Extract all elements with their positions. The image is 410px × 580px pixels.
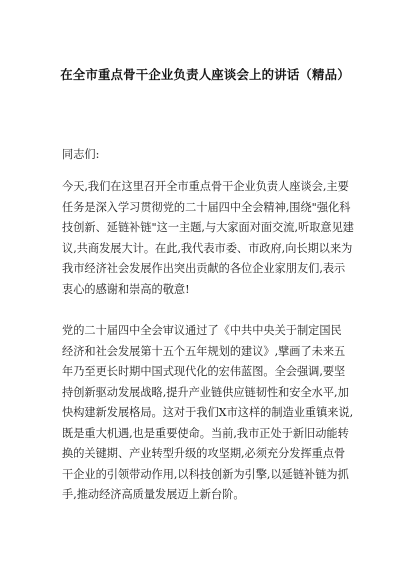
paragraph-line: 今天,我们在这里召开全市重点骨干企业负责人座谈会,主要	[62, 180, 349, 193]
paragraph-line: 年乃至更长时期中国式现代化的宏伟蓝图。全会强调,要坚	[62, 365, 346, 378]
paragraph-line: 换的关键期、产业转型升级的攻坚期,必须充分发挥重点骨	[62, 447, 346, 460]
paragraph-line: 持创新驱动发展战略,提升产业链供应链韧性和安全水平,加	[62, 385, 349, 399]
paragraph-line: 我市经济社会发展作出突出贡献的各位企业家朋友们,表示	[62, 262, 346, 275]
paragraph-line: 干企业的引领带动作用,以科技创新为引擎,以延链补链为抓	[62, 467, 349, 481]
paragraph-line: 党的二十届四中全会审议通过了《中共中央关于制定国民	[62, 324, 342, 337]
paragraph-line: 衷心的感谢和崇高的敬意!	[62, 282, 190, 296]
paragraph-line: 议,共商发展大计。在此,我代表市委、市政府,向长期以来为	[62, 241, 353, 255]
paragraph-line: 经济和社会发展第十五个五年规划的建议》,擘画了未来五	[62, 344, 346, 358]
paragraph-line: 快构建新发展格局。这对于我们X市这样的制造业重镇来说,	[62, 406, 354, 419]
paragraph-line: 既是重大机遇,也是重要使命。当前,我市正处于新旧动能转	[62, 426, 349, 440]
paragraph-1	[62, 177, 362, 300]
paragraph-line: 技创新、延链补链"这一主题,与大家面对面交流,听取意见建	[62, 221, 354, 234]
paragraph-2	[62, 321, 362, 506]
paragraph-line: 任务是深入学习贯彻党的二十届四中全会精神,围绕"强化科	[62, 200, 351, 214]
paragraph-line: 手,推动经济高质量发展迈上新台阶。	[62, 488, 245, 501]
salutation: 同志们:	[62, 148, 100, 161]
document-title: 在全市重点骨干企业负责人座谈会上的讲话（精品）	[60, 67, 350, 82]
